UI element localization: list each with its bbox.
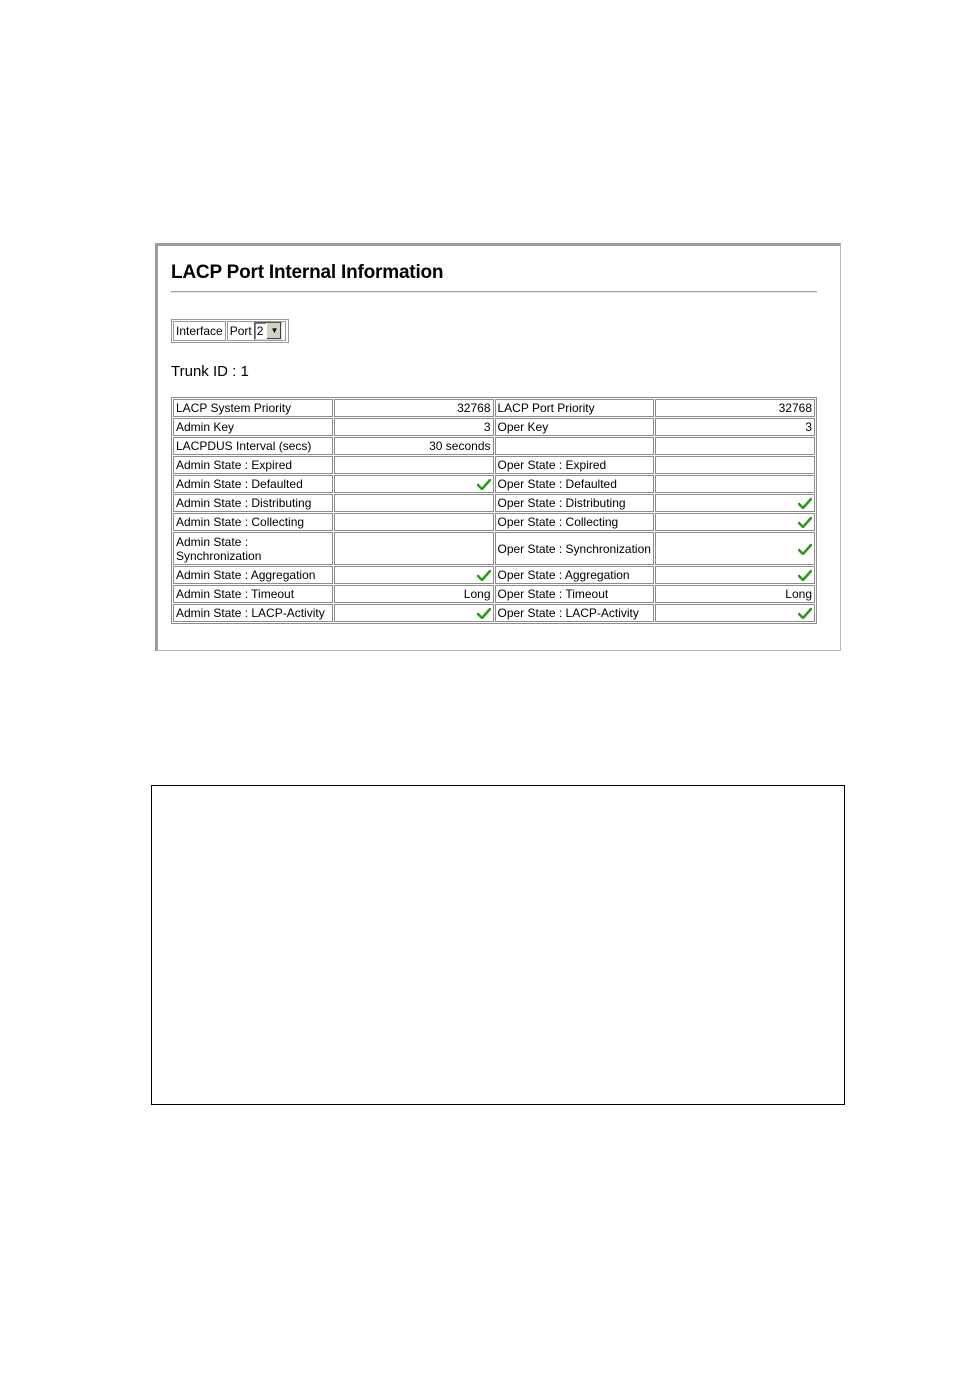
trunk-id: Trunk ID : 1 [171, 363, 249, 380]
admin-label-cell: Admin Key [173, 418, 333, 436]
admin-label-cell: Admin State : Aggregation [173, 566, 333, 584]
table-row [173, 494, 815, 512]
table-row [173, 437, 815, 455]
table-row [173, 418, 815, 436]
interface-selector [171, 319, 289, 343]
oper-label-cell: Oper State : Collecting [495, 513, 655, 531]
admin-label-cell: Admin State : Defaulted [173, 475, 333, 493]
oper-value-cell: Long [655, 585, 815, 603]
check-icon [798, 498, 812, 509]
table-row [173, 585, 815, 603]
table-row [173, 456, 815, 474]
admin-label-cell: LACP System Priority [173, 399, 333, 417]
oper-value-cell: 32768 [655, 399, 815, 417]
admin-label-cell: Admin State : LACP-Activity [173, 604, 333, 622]
admin-label-cell: Admin State : Timeout [173, 585, 333, 603]
table-row [173, 475, 815, 493]
check-icon [798, 570, 812, 581]
admin-label-cell: Admin State : Distributing [173, 494, 333, 512]
oper-value-cell [655, 494, 815, 512]
oper-label-cell: Oper State : LACP-Activity [495, 604, 655, 622]
admin-label-cell: Admin State : Collecting [173, 513, 333, 531]
table-row [173, 399, 815, 417]
oper-value-cell [655, 456, 815, 474]
oper-label-cell: Oper State : Defaulted [495, 475, 655, 493]
title-divider [171, 291, 817, 293]
admin-value-cell [334, 532, 494, 565]
check-icon [477, 479, 491, 490]
oper-value-cell [655, 566, 815, 584]
interface-label: Interface [173, 321, 226, 341]
table-row [173, 566, 815, 584]
check-icon [798, 608, 812, 619]
oper-label-cell: Oper State : Distributing [495, 494, 655, 512]
empty-frame [151, 785, 845, 1105]
lacp-info-table [171, 397, 817, 624]
admin-value-cell [334, 513, 494, 531]
admin-value-cell [334, 456, 494, 474]
oper-label-cell [495, 437, 655, 455]
admin-value-cell: 32768 [334, 399, 494, 417]
check-icon [798, 517, 812, 528]
check-icon [798, 544, 812, 555]
oper-label-cell: Oper State : Timeout [495, 585, 655, 603]
table-row [173, 513, 815, 531]
lacp-port-internal-panel [155, 243, 841, 651]
check-icon [477, 570, 491, 581]
oper-label-cell: Oper Key [495, 418, 655, 436]
port-select[interactable] [254, 322, 283, 340]
admin-value-cell [334, 494, 494, 512]
oper-value-cell [655, 532, 815, 565]
oper-label-cell: LACP Port Priority [495, 399, 655, 417]
admin-label-cell: Admin State : Expired [173, 456, 333, 474]
port-select-value: 2 [256, 324, 264, 338]
admin-value-cell: 3 [334, 418, 494, 436]
chevron-down-icon[interactable]: ▼ [266, 323, 281, 339]
page-title: LACP Port Internal Information [171, 262, 444, 283]
table-row [173, 532, 815, 565]
admin-label-cell: Admin State : Synchronization [173, 532, 333, 565]
oper-value-cell [655, 513, 815, 531]
check-icon [477, 608, 491, 619]
table-row [173, 604, 815, 622]
admin-label-cell: LACPDUS Interval (secs) [173, 437, 333, 455]
port-cell [227, 321, 287, 341]
oper-value-cell: 3 [655, 418, 815, 436]
admin-value-cell [334, 475, 494, 493]
admin-value-cell [334, 566, 494, 584]
oper-label-cell: Oper State : Expired [495, 456, 655, 474]
oper-value-cell [655, 604, 815, 622]
admin-value-cell [334, 604, 494, 622]
admin-value-cell: Long [334, 585, 494, 603]
oper-value-cell [655, 437, 815, 455]
admin-value-cell: 30 seconds [334, 437, 494, 455]
oper-label-cell: Oper State : Aggregation [495, 566, 655, 584]
oper-value-cell [655, 475, 815, 493]
port-label: Port [229, 324, 252, 338]
oper-label-cell: Oper State : Synchronization [495, 532, 655, 565]
